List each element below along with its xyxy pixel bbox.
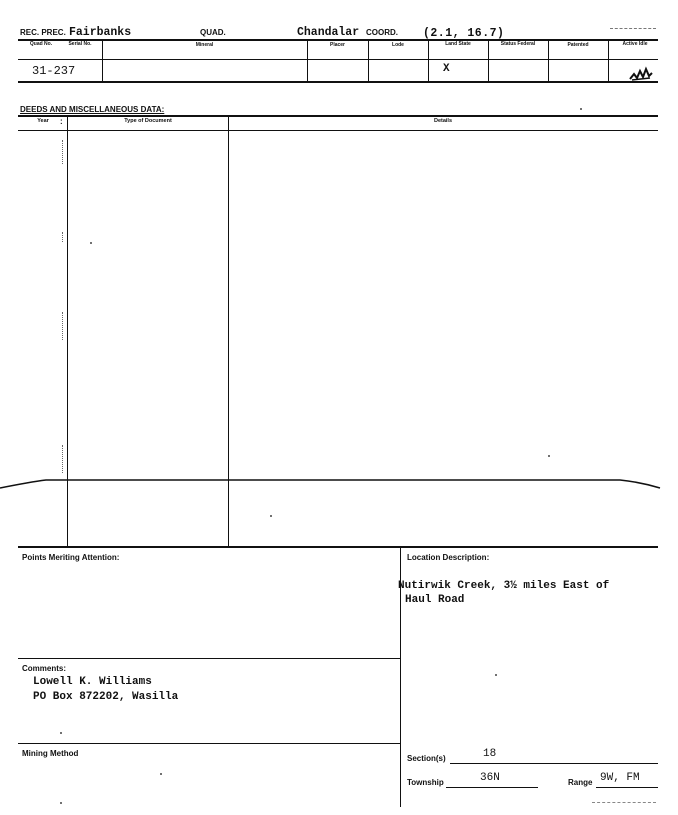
township-value: 36N	[480, 772, 500, 784]
range-underline	[596, 787, 658, 788]
fold-crease	[0, 470, 678, 500]
col-lode: Lode	[392, 42, 404, 48]
coord-value: (2.1, 16.7)	[423, 27, 505, 40]
header-top-dash	[610, 28, 656, 29]
comments-line-2: PO Box 872202, Wasilla	[33, 691, 179, 703]
section-value: 18	[483, 748, 497, 760]
speck-4	[495, 674, 497, 676]
year-dots-2	[62, 232, 63, 242]
col-active-idle: Active Idle	[622, 41, 648, 47]
bottom-right-dash	[592, 802, 656, 803]
range-value: 9W, FM	[600, 772, 640, 784]
speck-3	[270, 515, 272, 517]
record-quad-no: 31-237	[32, 64, 76, 78]
deeds-top-rule	[18, 115, 658, 117]
col-placer: Placer	[329, 42, 345, 48]
col-mineral: Mineral	[195, 42, 214, 48]
speck-2	[548, 455, 550, 457]
stray-dot	[580, 108, 582, 110]
year-dots-3	[62, 312, 63, 340]
range-label: Range	[568, 778, 593, 787]
header-rule-1	[18, 39, 658, 41]
mining-method-rule	[18, 743, 400, 744]
header-rule-2	[18, 59, 658, 60]
speck-6	[160, 773, 162, 775]
year-dots-4	[62, 445, 63, 473]
deeds-colon: :	[60, 117, 63, 126]
speck-1	[90, 242, 92, 244]
section-label: Section(s)	[407, 754, 446, 763]
quad-label: QUAD.	[200, 28, 226, 37]
deeds-header-rule	[18, 130, 658, 131]
comments-top-rule	[18, 658, 400, 659]
col-serial-no: Serial No.	[68, 41, 92, 47]
comments-line-1: Lowell K. Williams	[33, 676, 152, 688]
speck-5	[60, 732, 62, 734]
deeds-heading: DEEDS AND MISCELLANEOUS DATA:	[20, 105, 165, 114]
location-line-2: Haul Road	[405, 594, 465, 606]
col-div-4	[428, 40, 429, 81]
speck-7	[60, 802, 62, 804]
rec-prec-label: REC. PREC.	[20, 28, 66, 37]
col-status-federal: Status Federal	[500, 41, 536, 47]
coord-label: COORD.	[366, 28, 398, 37]
deeds-type-label: Type of Document	[124, 118, 172, 124]
record-land-state: X	[443, 63, 450, 75]
location-description-label: Location Description:	[407, 553, 490, 562]
section-underline	[450, 763, 658, 764]
rec-prec-value: Fairbanks	[69, 26, 132, 39]
header-rule-3	[18, 81, 658, 83]
scribble-mark-icon	[628, 66, 654, 82]
deeds-year-label: Year	[37, 118, 49, 124]
comments-label: Comments:	[22, 664, 67, 673]
col-patented: Patented	[567, 42, 589, 48]
points-meriting-label: Points Meriting Attention:	[22, 553, 120, 562]
location-line-1: Nutirwik Creek, 3½ miles East of	[398, 580, 610, 592]
quad-value: Chandalar	[297, 26, 360, 39]
col-div-7	[608, 40, 609, 81]
col-land-state: Land State	[445, 41, 471, 47]
deeds-bottom-rule	[18, 546, 658, 548]
township-label: Township	[407, 778, 444, 787]
township-underline	[446, 787, 538, 788]
year-dots-1	[62, 140, 63, 164]
col-div-5	[488, 40, 489, 81]
col-quad-no: Quad No.	[29, 41, 53, 47]
deeds-details-label: Details	[433, 118, 453, 124]
mining-method-label: Mining Method	[22, 749, 79, 758]
